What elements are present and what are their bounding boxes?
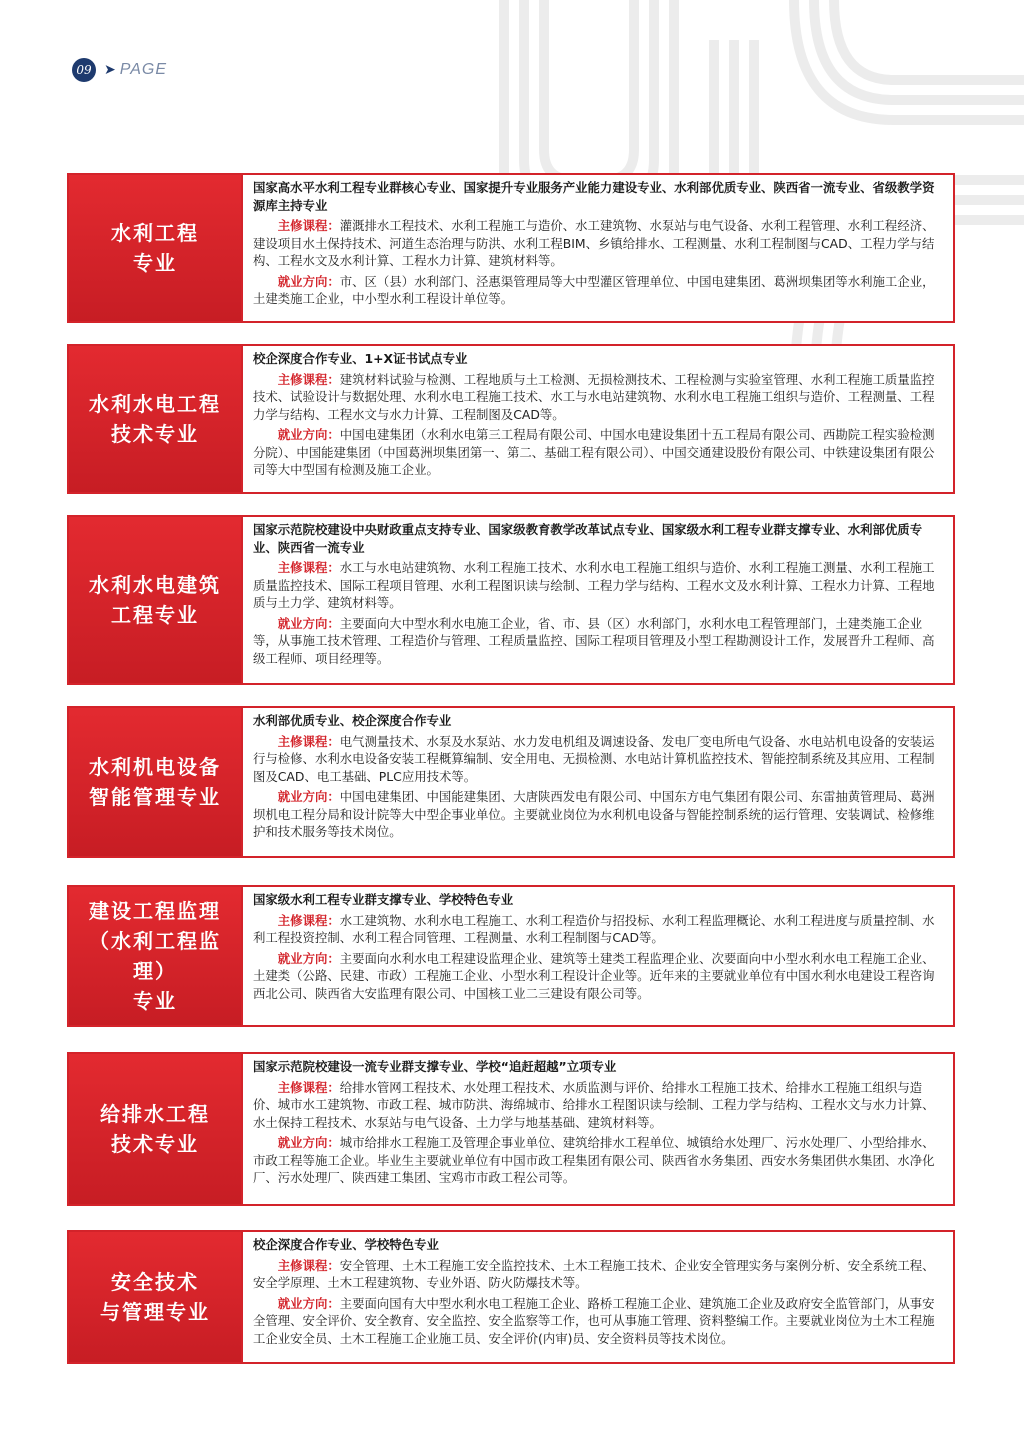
jobs-label: 就业方向： <box>277 615 340 631</box>
major-title-box <box>69 708 241 856</box>
courses-text: 水工建筑物、水利水电工程施工、水利工程造价与招投标、水利工程监理概论、水利工程进度与质量控制、水利工程投资控制、水利工程合同管理、工程测量、水利工程制图与CAD等。 <box>253 912 935 945</box>
courses-text: 安全管理、土木工程施工安全监控技术、土木工程施工技术、企业安全管理实务与案例分析、安全系统工程、安全学原理、土木工程建筑物、专业外语、防火防爆技术等。 <box>253 1257 935 1290</box>
page-marker <box>72 58 167 82</box>
major-title: 水利机电设备 智能管理专业 <box>89 755 221 809</box>
major-title-box <box>69 175 241 321</box>
courses-label: 主修课程： <box>277 733 340 749</box>
major-content <box>241 175 953 321</box>
major-tags: 国家级水利工程专业群支撑专业、学校特色专业 <box>253 892 514 907</box>
major-title: 安全技术 与管理专业 <box>100 1270 210 1324</box>
major-title: 水利水电建筑 工程专业 <box>89 573 221 627</box>
courses-label: 主修课程： <box>277 218 340 233</box>
courses-paragraph <box>253 1079 945 1132</box>
major-content <box>241 1054 953 1204</box>
jobs-paragraph <box>253 950 945 1003</box>
jobs-text: 主要面向水利水电工程建设监理企业、建筑等土建类工程监理企业、次要面向中小型水利水电工程施工企业、土建类（公路、民建、市政）工程施工企业、小型水利工程设计企业等。近年来的主要就业单位有中国水利水电建设工程咨询西北公司、陕西省大安监理有限公司、中国核工业二三建设有限公司等。 <box>253 950 935 1001</box>
major-title-box <box>69 517 241 683</box>
courses-label: 主修课程： <box>277 912 340 928</box>
major-tags: 校企深度合作专业、1+X证书试点专业 <box>253 351 468 366</box>
page-label: PAGE <box>119 61 168 78</box>
jobs-paragraph <box>253 615 945 668</box>
jobs-label: 就业方向： <box>277 1135 340 1150</box>
major-tags: 国家高水平水利工程专业群核心专业、国家提升专业服务产业能力建设专业、水利部优质专业、陕西省一流专业、省级教学资源库主持专业 <box>253 180 935 213</box>
major-section <box>67 344 955 494</box>
major-content <box>241 708 953 856</box>
courses-label: 主修课程： <box>277 371 340 387</box>
jobs-label: 就业方向： <box>277 1295 340 1311</box>
major-tags: 国家示范院校建设中央财政重点支持专业、国家级教育教学改革试点专业、国家级水利工程专业群支撑专业、水利部优质专业、陕西省一流专业 <box>253 522 923 555</box>
courses-paragraph <box>253 1257 945 1292</box>
major-title: 建设工程监理 （水利工程监理） 专业 <box>89 899 221 1013</box>
major-tags: 水利部优质专业、校企深度合作专业 <box>253 713 452 728</box>
major-title-box <box>69 346 241 492</box>
major-content <box>241 887 953 1025</box>
major-content <box>241 346 953 492</box>
major-section <box>67 1052 955 1206</box>
jobs-paragraph <box>253 426 945 479</box>
major-title-box <box>69 887 241 1025</box>
courses-text: 电气测量技术、水泵及水泵站、水力发电机组及调速设备、发电厂变电所电气设备、水电站机电设备的安装运行与检修、水利水电设备安装工程概算编制、安全用电、无损检测、水电站计算机监控技术、智能控制系统及其应用、工程制图及CAD、电工基础、PLC应用技术等。 <box>253 733 935 784</box>
courses-text: 给排水管网工程技术、水处理工程技术、水质监测与评价、给排水工程施工技术、给排水工程施工组织与造价、城市水工建筑物、市政工程、城市防洪、海绵城市、给排水工程图识读与绘制、工程力学与结构、工程水文与水力计算、水土保持工程技术、水泵站与电气设备、土力学与地基基础、建筑材料等。 <box>253 1079 935 1130</box>
arrow-icon: ➤ <box>104 62 116 78</box>
jobs-text: 市、区（县）水利部门、泾惠渠管理局等大中型灌区管理单位、中国电建集团、葛洲坝集团等水利施工企业，土建类施工企业，中小型水利工程设计单位等。 <box>253 273 935 306</box>
major-section <box>67 515 955 685</box>
major-section <box>67 1230 955 1364</box>
courses-paragraph <box>253 559 945 612</box>
courses-paragraph <box>253 912 945 947</box>
courses-text: 灌溉排水工程技术、水利工程施工与造价、水工建筑物、水泵站与电气设备、水利工程管理、水利工程经济、建设项目水土保持技术、河道生态治理与防洪、水利工程BIM、乡镇给排水、工程测量、水利工程制图与CAD、工程力学与结构、工程水文及水利计算、工程水力计算、建筑材料等。 <box>253 218 935 268</box>
jobs-paragraph <box>253 1134 945 1187</box>
courses-paragraph <box>253 217 945 270</box>
jobs-label: 就业方向： <box>277 950 340 966</box>
jobs-text: 主要面向国有大中型水利水电工程施工企业、路桥工程施工企业、建筑施工企业及政府安全监管部门，从事安全管理、安全评价、安全教育、安全监控、安全监察等工作，也可从事施工管理、资料整编工作。主要就业岗位为土木工程施工企业安全员、土木工程施工企业施工员、安全评价(内审)员、安全资料员等技术岗位。 <box>253 1295 935 1346</box>
courses-label: 主修课程： <box>277 560 340 575</box>
major-title: 给排水工程 技术专业 <box>100 1102 210 1156</box>
jobs-text: 中国电建集团、中国能建集团、大唐陕西发电有限公司、中国东方电气集团有限公司、东雷抽黄管理局、葛洲坝机电工程分局和设计院等大中型企事业单位。主要就业岗位为水利机电设备与智能控制系统的运行管理、安装调试、检修维护和技术服务等技术岗位。 <box>253 789 935 839</box>
major-content <box>241 1232 953 1362</box>
courses-label: 主修课程： <box>277 1079 340 1095</box>
major-title: 水利水电工程 技术专业 <box>89 392 221 446</box>
courses-paragraph <box>253 733 945 786</box>
major-content <box>241 517 953 683</box>
major-title-box <box>69 1054 241 1204</box>
jobs-paragraph <box>253 273 945 308</box>
jobs-text: 中国电建集团（水利水电第三工程局有限公司、中国水电建设集团十五工程局有限公司、西勘院工程实验检测分院）、中国能建集团（中国葛洲坝集团第一、第二、基础工程有限公司）、中国交通建设股份有限公司、中铁建设集团有限公司等大中型国有检测及施工企业。 <box>253 427 935 477</box>
jobs-paragraph <box>253 788 945 841</box>
jobs-text: 主要面向大中型水利水电施工企业，省、市、县（区）水利部门，水利水电工程管理部门，土建类施工企业等，从事施工技术管理、工程造价与管理、工程质量监控、国际工程项目管理及小型工程勘测设计工作，发展晋升工程师、高级工程师、项目经理等。 <box>253 615 935 666</box>
courses-paragraph <box>253 371 945 424</box>
major-tags: 校企深度合作专业、学校特色专业 <box>253 1237 439 1252</box>
page-number: 09 <box>72 58 96 82</box>
jobs-paragraph <box>253 1295 945 1348</box>
courses-text: 建筑材料试验与检测、工程地质与土工检测、无损检测技术、工程检测与实验室管理、水利工程施工质量监控技术、试验设计与数据处理、水利水电工程施工技术、水工与水电站建筑物、水利水电工程施工组织与造价、工程测量、工程力学与结构、工程水文与水力计算、工程制图及CAD等。 <box>253 371 935 422</box>
major-section <box>67 173 955 323</box>
courses-label: 主修课程： <box>277 1257 340 1273</box>
major-section <box>67 706 955 858</box>
jobs-label: 就业方向： <box>277 427 340 442</box>
jobs-label: 就业方向： <box>277 273 340 289</box>
major-title-box <box>69 1232 241 1362</box>
jobs-label: 就业方向： <box>277 789 340 804</box>
major-title: 水利工程 专业 <box>111 221 199 275</box>
major-section <box>67 885 955 1027</box>
jobs-text: 城市给排水工程施工及管理企事业单位、建筑给排水工程单位、城镇给水处理厂、污水处理厂、小型给排水、市政工程等施工企业。毕业生主要就业单位有中国市政工程集团有限公司、陕西省水务集团、西安水务集团供水集团、水净化厂、污水处理厂、陕西建工集团、宝鸡市市政工程公司等。 <box>253 1135 935 1185</box>
courses-text: 水工与水电站建筑物、水利工程施工技术、水利水电工程施工组织与造价、水利工程施工测量、水利工程施工质量监控技术、国际工程项目管理、水利工程图识读与绘制、工程力学与结构、工程水文及水利计算、工程水力计算、工程地质与土力学、建筑材料等。 <box>253 560 935 610</box>
major-tags: 国家示范院校建设一流专业群支撑专业、学校“追赶超越”立项专业 <box>253 1059 617 1074</box>
